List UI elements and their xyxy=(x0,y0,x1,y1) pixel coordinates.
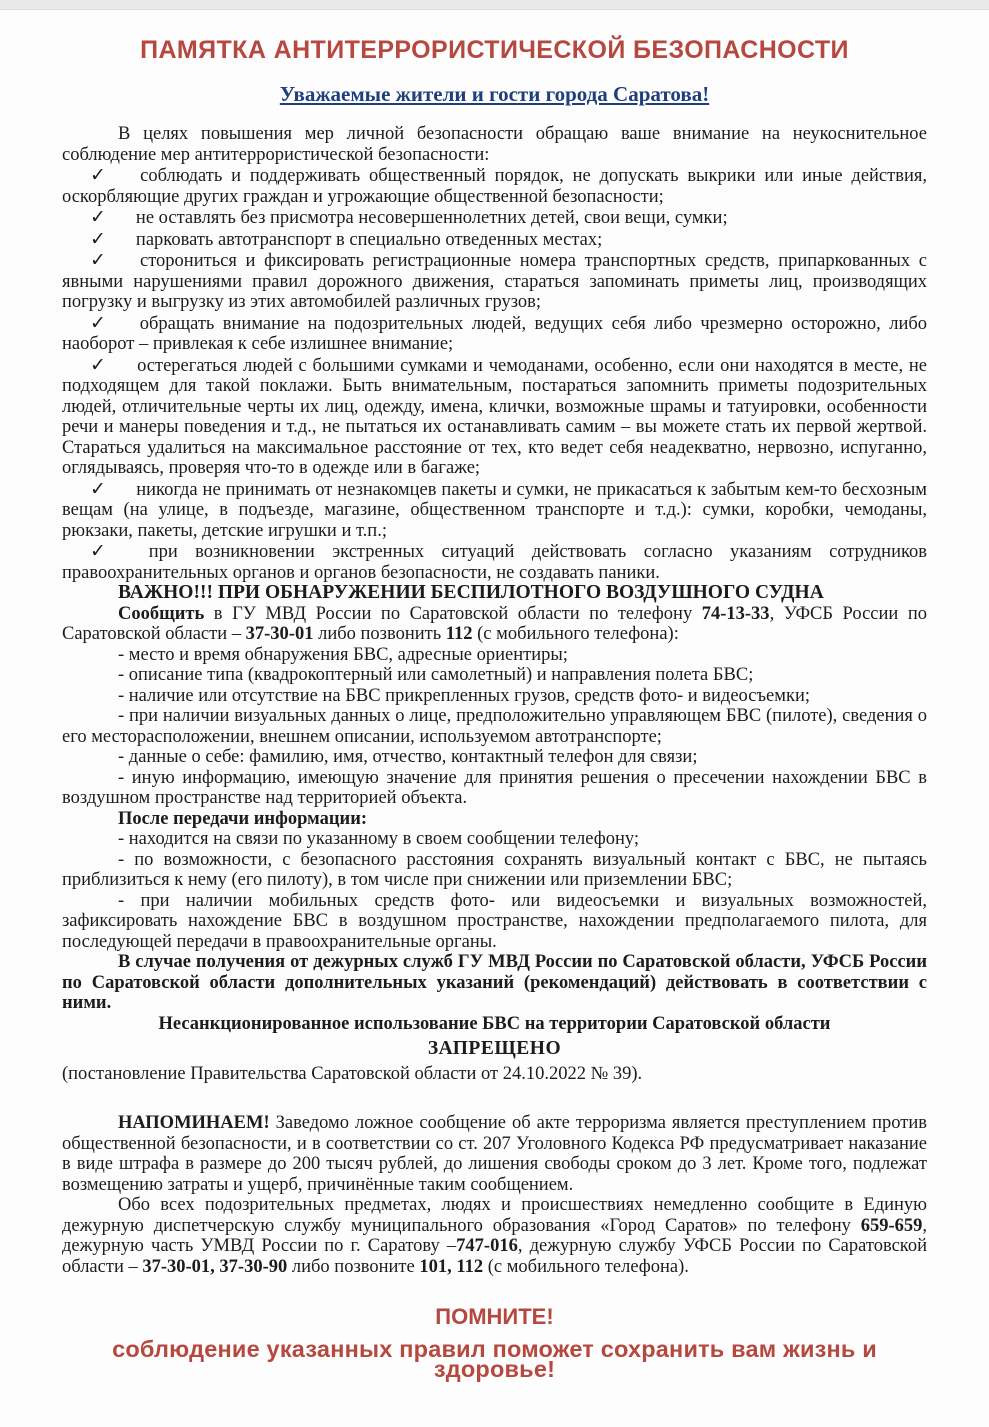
document-title: ПАМЯТКА АНТИТЕРРОРИСТИЧЕСКОЙ БЕЗОПАСНОСТИ xyxy=(140,36,849,64)
contacts-paragraph-text: , дежурную службу УФСБ России по Саратовской области – xyxy=(62,1236,927,1277)
dash-item xyxy=(62,645,927,666)
check-item xyxy=(62,541,927,583)
checkmark-icon: ✓ xyxy=(90,353,108,376)
ban-line-text: Несанкционированное использование БВС на территории Саратовской области xyxy=(158,1013,831,1034)
report-paragraph-text: (с мобильного телефона): xyxy=(472,624,679,644)
contacts-paragraph-text: 37-30-01, 37-30-90 xyxy=(142,1256,288,1277)
dash-item xyxy=(62,768,927,809)
check-item-text: сторониться и фиксировать регистрационные номера транспортных средств, припаркованных с явными нарушениями правил дорожного движения, стараться запоминать приметы лиц, производящих погрузку и выгрузку из этих автомобилей различных грузов; xyxy=(62,251,927,312)
contacts-paragraph xyxy=(62,1195,927,1277)
intro-paragraph-text: В целях повышения мер личной безопасности обращаю ваше внимание на неукоснительное соблюдение мер антитеррористической безопасности: xyxy=(62,124,927,165)
checkmark-icon: ✓ xyxy=(90,249,110,271)
footer-slogan xyxy=(62,1335,927,1382)
reminder-paragraph-text: НАПОМИНАЕМ! xyxy=(118,1113,270,1133)
remember-heading xyxy=(62,1304,927,1329)
after-info-subheading xyxy=(62,809,927,830)
dash-item-text: - по возможности, с безопасного расстояния сохранять визуальный контакт с БВС, не пытаясь приблизиться к нему (его пилоту), в том числе при снижении или приземлении БВС; xyxy=(62,849,927,890)
check-item xyxy=(62,207,927,229)
remember-heading-text: ПОМНИТЕ! xyxy=(435,1304,554,1329)
check-item-text: никогда не принимать от незнакомцев пакеты и сумки, не прикасаться к забытым кем-то бесхозным вещам (на улице, в подъезде, магазине, общественном транспорте и т.д.): сумки, коробки, чемоданы, рюкзаки, пакеты, детские игрушки и т.п.; xyxy=(62,479,928,541)
dash-item-text: - описание типа (квадрокоптерный или самолетный) и направления полета БВС; xyxy=(118,665,754,685)
check-item xyxy=(62,479,927,542)
contacts-paragraph-text: , дежурную часть УМВД России по г. Саратову – xyxy=(62,1215,927,1256)
important-heading-text: ВАЖНО!!! ПРИ ОБНАРУЖЕНИИ БЕСПИЛОТНОГО ВОЗДУШНОГО СУДНА xyxy=(118,582,824,603)
dash-item xyxy=(62,665,927,686)
intro-paragraph xyxy=(62,124,927,165)
contacts-paragraph-text: (с мобильного телефона). xyxy=(483,1256,689,1277)
report-paragraph-text: в ГУ МВД России по Саратовской области по телефону xyxy=(204,603,702,624)
important-heading xyxy=(62,583,927,604)
footer-slogan-text: соблюдение указанных правил поможет сохранить вам жизнь и здоровье! xyxy=(112,1335,877,1382)
report-paragraph-text: 37-30-01 xyxy=(245,624,314,644)
dash-item-text: - данные о себе: фамилию, имя, отчество, контактный телефон для связи; xyxy=(118,747,698,767)
photo-edge-strip xyxy=(0,0,989,10)
check-item-text: при возникновении экстренных ситуаций действовать согласно указаниям сотрудников правоохранительных органов и органов безопасности, не создавать паники. xyxy=(62,542,927,583)
reminder-paragraph-text: Заведомо ложное сообщение об акте терроризма является преступлением против общественной безопасности, и в соответствии со ст. 207 Уголовного Кодекса РФ предусматривает наказание в виде штрафа в размере до 200 тысяч рублей, до лишения свободы сроком до 3 лет. Кроме того, подлежат возмещению затраты и ущерб, причинённые таким сообщением. xyxy=(62,1113,927,1195)
check-item xyxy=(62,355,927,479)
dash-item xyxy=(62,706,927,747)
checkmark-icon: ✓ xyxy=(90,206,106,228)
checkmark-icon: ✓ xyxy=(90,164,111,186)
forbidden-line xyxy=(62,1039,927,1060)
check-item-text: обращать внимание на подозрительных людей, ведущих себя либо чрезмерно осторожно, либо наоборот – привлекая к себе излишнее внимание; xyxy=(62,313,928,354)
check-item-text: не оставлять без присмотра несовершеннолетних детей, свои вещи, сумки; xyxy=(135,208,728,228)
contacts-paragraph-text: либо позвоните xyxy=(287,1256,420,1277)
decree-note-text: (постановление Правительства Саратовской области от 24.10.2022 № 39). xyxy=(62,1063,643,1084)
report-paragraph-text: Сообщить xyxy=(118,603,205,624)
decree-note xyxy=(62,1064,927,1085)
after-info-subheading-text: После передачи информации: xyxy=(118,808,368,829)
contacts-paragraph-text: 659-659 xyxy=(860,1215,923,1236)
checkmark-icon: ✓ xyxy=(90,477,107,500)
report-paragraph-text: либо позвонить xyxy=(313,624,446,644)
document-subtitle: Уважаемые жители и гости города Саратова! xyxy=(279,82,710,106)
reminder-paragraph xyxy=(62,1113,927,1195)
instructions-paragraph xyxy=(62,952,927,1014)
dash-item-text: - наличие или отсутствие на БВС прикрепленных грузов, средств фото- и видеосъемки; xyxy=(118,685,810,706)
report-paragraph-text: 112 xyxy=(445,624,473,644)
dash-item-text: - иную информацию, имеющую значение для принятия решения о пресечении нахождении БВС в воздушном пространстве над территорией объекта. xyxy=(62,767,927,808)
document-content xyxy=(0,10,989,1380)
check-item-text: парковать автотранспорт в специально отведенных местах; xyxy=(135,229,603,250)
check-item xyxy=(62,229,927,251)
report-paragraph xyxy=(62,604,927,645)
check-item xyxy=(62,313,927,355)
check-item xyxy=(62,165,927,207)
check-item xyxy=(62,250,927,313)
forbidden-line-text: ЗАПРЕЩЕНО xyxy=(427,1038,562,1059)
check-item-text: соблюдать и поддерживать общественный порядок, не допускать выкрики или иные действия, оскорбляющие других граждан и угрожающие общественной безопасности; xyxy=(62,166,928,207)
instructions-paragraph-text: В случае получения от дежурных служб ГУ МВД России по Саратовской области, УФСБ России по Саратовской области дополнительных указаний (рекомендаций) действовать в соответствии с ними. xyxy=(62,952,927,1013)
contacts-paragraph-text: 101, 112 xyxy=(419,1256,484,1277)
dash-item-text: - место и время обнаружения БВС, адресные ориентиры; xyxy=(118,644,568,665)
document-body xyxy=(62,124,927,1380)
report-paragraph-text: 74-13-33 xyxy=(701,603,770,624)
dash-item-text: - находится на связи по указанному в своем сообщении телефону; xyxy=(118,829,640,849)
dash-item-text: - при наличии мобильных средств фото- или видеосъемки и визуальных возможностей, зафиксировать нахождение БВС в воздушном пространстве, нахождении предполагаемого пилота, для последующей передачи в правоохранительные органы. xyxy=(62,890,927,952)
dash-item xyxy=(62,747,927,768)
check-item-text: остерегаться людей с большими сумками и чемоданами, особенно, если они находятся в месте, не подходящем для такой поклажи. Быть внимательным, постараться запомнить приметы подозрительных людей, отличительные черты их лиц, одежду, имена, клички, возможные шрамы и татуировки, особенности речи и манеры поведения и т.д., не пытаться их останавливать самим – вы можете стать их первой жертвой. Стараться удалиться на максимальное расстояние от тех, кто ведет себя неадекватно, нервозно, испуганно, оглядываясь, проверяя что-то в одежде или в багаже; xyxy=(62,355,927,478)
ban-line xyxy=(62,1014,927,1035)
dash-item xyxy=(62,891,927,953)
dash-item-text: - при наличии визуальных данных о лице, предположительно управляющем БВС (пилоте), сведения о его месторасположении, внешнем описании, используемом автотранспорте; xyxy=(62,706,927,747)
contacts-paragraph-text: 747-016 xyxy=(456,1236,518,1256)
dash-item xyxy=(62,850,927,891)
checkmark-icon: ✓ xyxy=(90,540,119,562)
checkmark-icon: ✓ xyxy=(90,311,110,334)
checkmark-icon: ✓ xyxy=(90,227,106,250)
contacts-paragraph-text: Обо всех подозрительных предметах, людях и происшествиях немедленно сообщите в Единую дежурную диспетчерскую службу муниципального образования «Город Саратов» по телефону xyxy=(62,1195,927,1236)
report-paragraph-text: , УФСБ России по Саратовской области – xyxy=(62,603,927,644)
dash-item xyxy=(62,829,927,850)
dash-item xyxy=(62,686,927,707)
